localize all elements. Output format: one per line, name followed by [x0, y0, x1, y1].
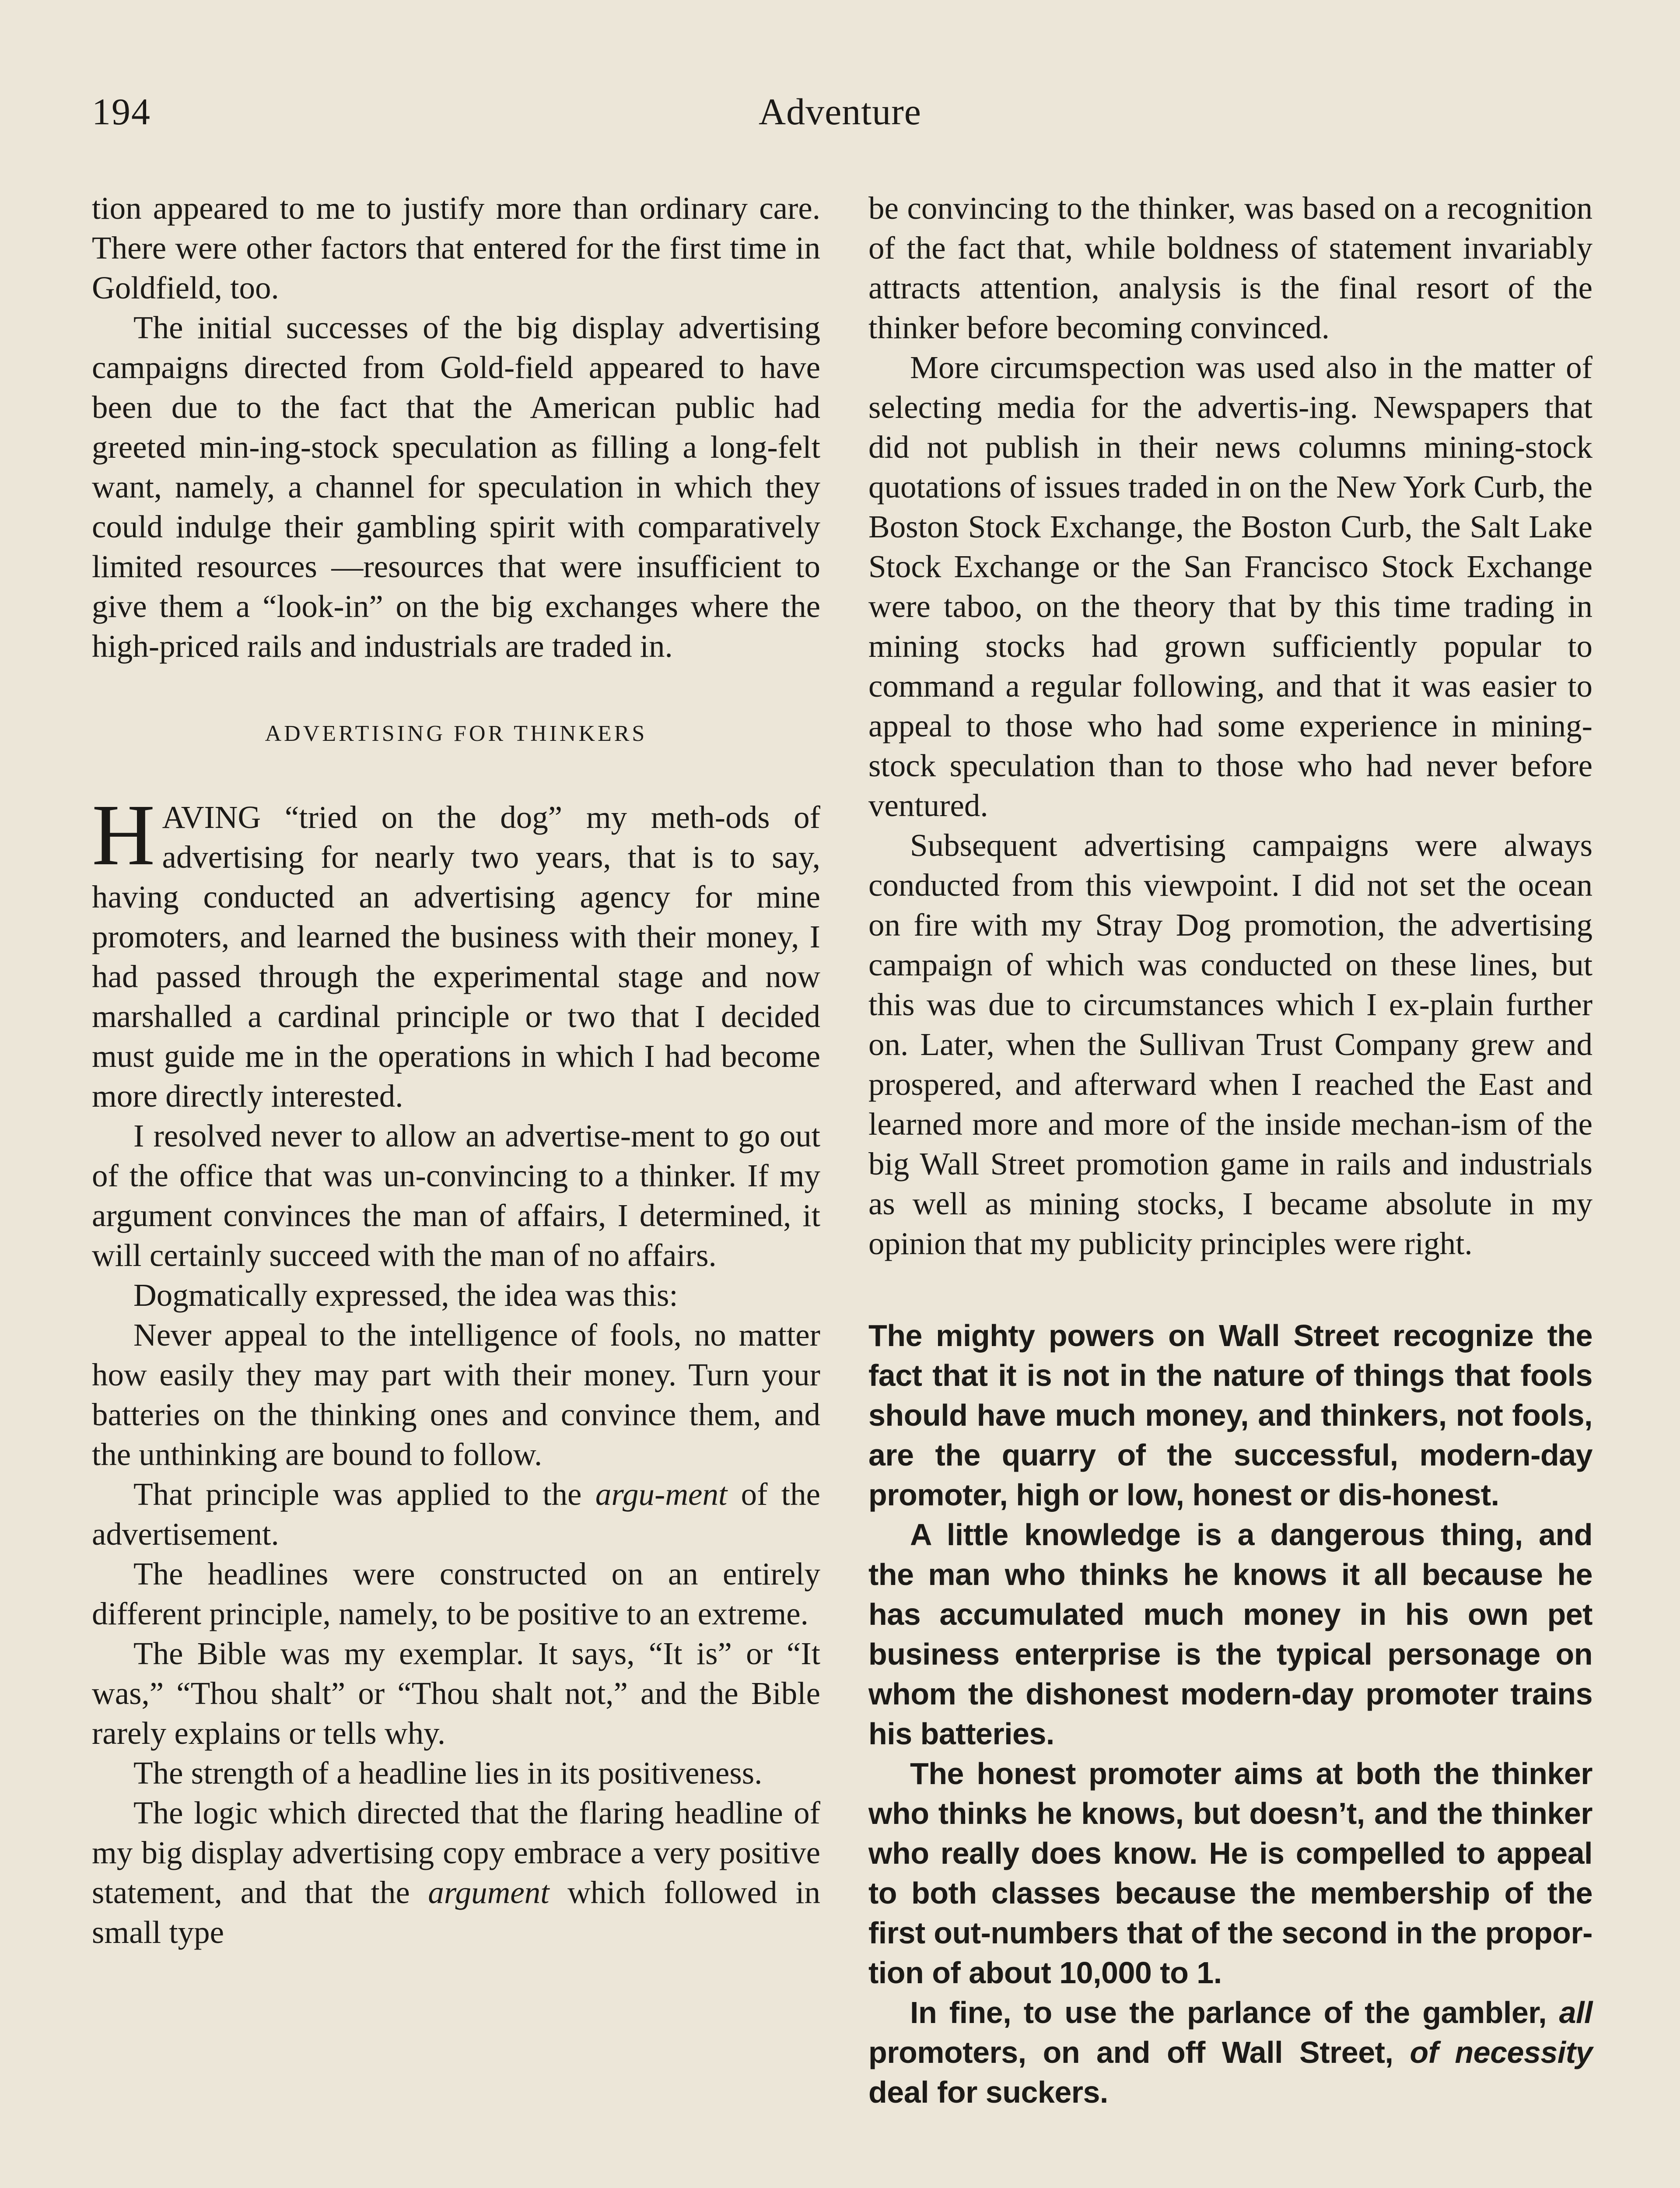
bold-paragraph: [868, 1993, 1592, 2112]
section-heading: ADVERTISING FOR THINKERS: [265, 721, 648, 746]
italic-run: argu-ment: [595, 1476, 728, 1512]
text-run: That principle was applied to the: [133, 1476, 595, 1512]
right-column: [868, 188, 1592, 2112]
paragraph: Subsequent advertising campaigns were always conducted from this viewpoint. I did not set the ocean on fire with my Stray Dog promotion, the advertising campaign of which was conducted on these lines, but this was due to circumstances which I ex-plain further on. Later, when the Sullivan Trust Company grew and prospered, and afterward when I reached the East and learned more and more of the inside mechan-ism of the big Wall Street promotion game in rails and industrials as well as mining stocks, I became absolute in my opinion that my publicity principles were right.: [868, 828, 1592, 1261]
drop-cap-paragraph: [92, 787, 820, 1116]
paragraph: The headlines were constructed on an entirely different principle, namely, to be positive to an extreme.: [92, 1556, 820, 1631]
paragraph: [92, 1474, 820, 1554]
text-run: promoters, on and off Wall Street,: [868, 2035, 1410, 2069]
paragraph: I resolved never to allow an advertise-ment to go out of the office that was un-convincing to a thinker. If my argument convinces the man of affairs, I determined, it will certainly succeed with the man of no affairs.: [92, 1118, 820, 1273]
text-run: which followed in small type: [92, 1875, 820, 1950]
paragraph: The initial successes of the big display advertising campaigns directed from Gold-field appeared to have been due to the fact that the American public had greeted min-ing-stock speculation as filling a long-felt want, namely, a channel for speculation in which they could indulge their gambling spirit with comparatively limited resources —resources that were insufficient to give them a “look-in” on the big exchanges where the high-priced rails and industrials are traded in.: [92, 310, 820, 664]
italic-run: argument: [428, 1875, 550, 1910]
page-number: 194: [92, 91, 151, 133]
bold-paragraph: The mighty powers on Wall Street recognize the fact that it is not in the nature of things that fools should have much money, and thinkers, not fools, are the quarry of the successful, modern-day promoter, high or low, honest or dis-honest.: [868, 1318, 1592, 1512]
paragraph: [92, 1793, 820, 1952]
italic-run: all: [1559, 1995, 1592, 2030]
paragraph: Dogmatically expressed, the idea was this:: [133, 1277, 678, 1313]
drop-cap: H: [92, 787, 155, 884]
bold-paragraph: The honest promoter aims at both the thinker who thinks he knows, but doesn’t, and the thinker who really does know. He is compelled to appeal to both classes because the membership of the first out-numbers that of the second in the propor-tion of about 10,000 to 1.: [868, 1757, 1592, 1990]
paragraph: tion appeared to me to justify more than ordinary care. There were other factors that entered for the first time in Goldfield, too.: [92, 190, 820, 305]
left-column: [92, 188, 820, 1952]
bold-paragraph: A little knowledge is a dangerous thing, and the man who thinks he knows it all because he has accumulated much money in his own pet business enterprise is the typical personage on whom the dishonest modern-day promoter trains his batteries.: [868, 1518, 1592, 1751]
running-head: [0, 90, 1680, 142]
text-run: The logic which directed that the flaring headline of my big display advertising copy embrace a very positive statement, and that the: [92, 1795, 820, 1910]
text-run: deal for suckers.: [868, 2075, 1108, 2109]
bold-passage: [868, 1316, 1592, 2112]
paragraph: be convincing to the thinker, was based on a recognition of the fact that, while boldness of statement invariably attracts attention, analysis is the final resort of the thinker before becoming convinced.: [868, 190, 1592, 345]
paragraph: The Bible was my exemplar. It says, “It is” or “It was,” “Thou shalt” or “Thou shalt not,” and the Bible rarely explains or tells why.: [92, 1636, 820, 1751]
italic-run: of necessity: [1410, 2035, 1592, 2069]
drop-cap-paragraph-text: AVING “tried on the dog” my meth-ods of advertising for nearly two years, that is to say, having conducted an advertising agency for mine promoters, and learned the business with their money, I had passed through the experimental stage and now marshalled a cardinal principle or two that I decided must guide me in the operations in which I had become more directly interested.: [92, 799, 820, 1114]
paragraph: More circumspection was used also in the matter of selecting media for the advertis-ing. Newspapers that did not publish in their news columns mining-stock quotations of issues traded in on the New York Curb, the Boston Stock Exchange, the Boston Curb, the Salt Lake Stock Exchange or the San Francisco Stock Exchange were taboo, on the theory that by this time trading in mining stocks had grown sufficiently popular to command a regular following, and that it was easier to appeal to those who had some experience in mining-stock speculation than to those who had never before ventured.: [868, 350, 1592, 823]
magazine-title: Adventure: [759, 91, 921, 133]
text-run: of the advertisement.: [92, 1476, 820, 1552]
paragraph: Never appeal to the intelligence of fools, no matter how easily they may part with their money. Turn your batteries on the thinking ones and convince them, and the unthinking are bound to follow.: [92, 1317, 820, 1472]
text-run: In fine, to use the parlance of the gambler,: [910, 1995, 1559, 2030]
paragraph: The strength of a headline lies in its positiveness.: [133, 1755, 763, 1791]
